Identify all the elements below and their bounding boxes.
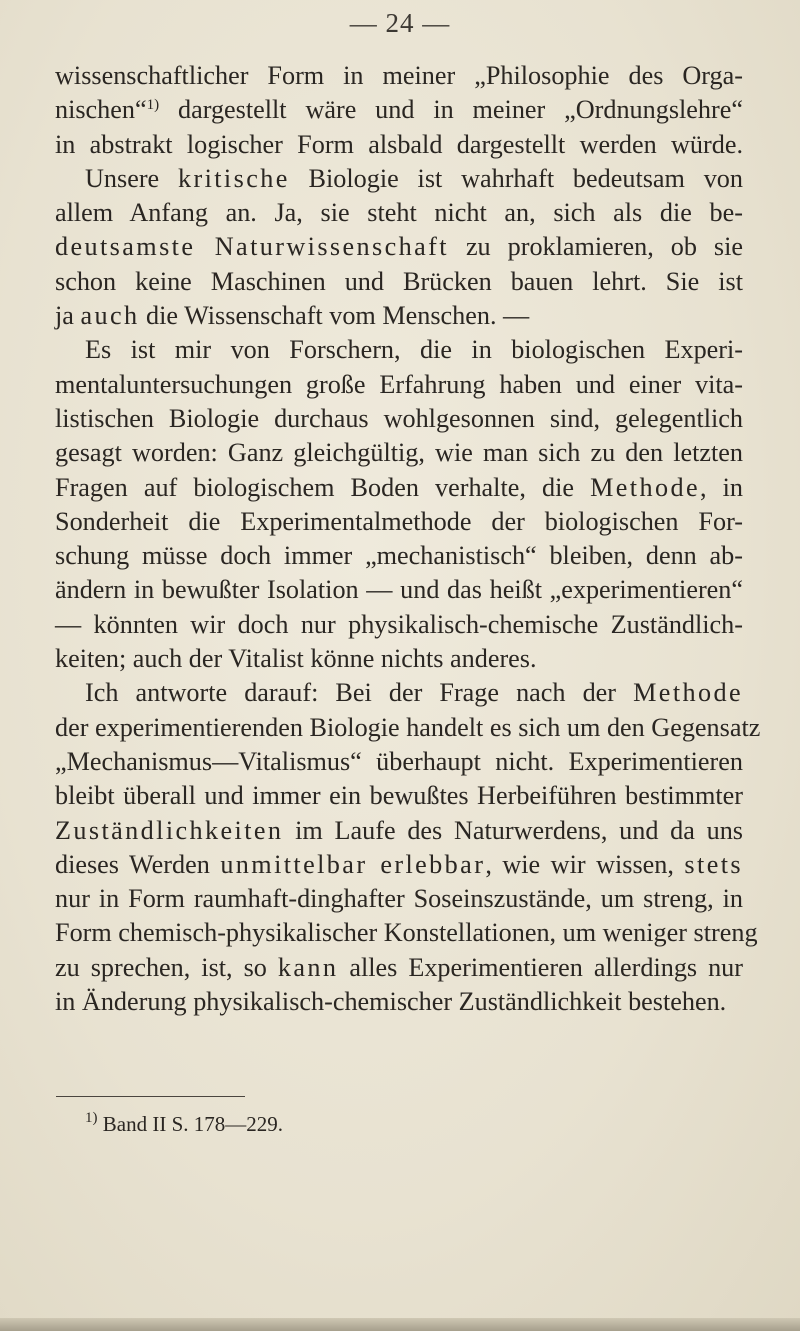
page-number: — 24 — (349, 8, 451, 38)
footnote (85, 1111, 283, 1137)
footnote-marker: 1) (85, 1110, 98, 1126)
text-line: listischen Biologie durchaus wohlgesonnen sind, gelegentlich (55, 403, 743, 433)
text-line: in Änderung physikalisch-chemischer Zuständlichkeit bestehen. (55, 987, 727, 1017)
text-line: gesagt worden: Ganz gleichgültig, wie man sich zu den letzten (55, 438, 743, 468)
emphasis: Zuständlichkeiten (55, 815, 284, 845)
text-line: dieses Werden unmittelbar erlebbar, wie wir wissen, stets (55, 849, 743, 879)
text-line: zu sprechen, ist, so kann alles Experimentieren allerdings nur (55, 952, 743, 982)
text-line: in abstrakt logischer Form alsbald dargestellt werden würde. (55, 129, 743, 159)
text-line: Sonderheit die Experimentalmethode der biologischen For- (55, 506, 743, 536)
text-line: „Mechanismus—Vitalismus“ überhaupt nicht. Experimentieren (55, 746, 743, 776)
text-line: ändern in bewußter Isolation — und das heißt „experimentieren“ (55, 575, 743, 605)
emphasis: Methode (633, 678, 743, 708)
text-line: Form chemisch-physikalischer Konstellationen, um weniger streng (55, 918, 758, 948)
page-edge-shadow (0, 1318, 800, 1331)
emphasis: deutsamste Naturwissenschaft (55, 232, 449, 262)
footnote-text: Band II S. 178—229. (102, 1112, 283, 1136)
text-line: Ich antworte darauf: Bei der Frage nach der Methode (85, 678, 743, 708)
text-line: Zuständlichkeiten im Laufe des Naturwerdens, und da uns (55, 815, 743, 845)
text-line: wissenschaftlicher Form in meiner „Philosophie des Orga- (55, 61, 743, 90)
emphasis: unmittelbar erlebbar (220, 849, 486, 879)
emphasis: Methode (590, 472, 700, 502)
text-line: keiten; auch der Vitalist könne nichts anderes. (55, 644, 537, 674)
emphasis: stets (684, 849, 743, 879)
emphasis: kritische (177, 163, 290, 193)
text-line: deutsamste Naturwissenschaft zu proklamieren, ob sie (55, 232, 743, 262)
emphasis: kann (277, 952, 339, 982)
text-line: nischen“$^{1)}$ dargestellt wäre und in meiner „Ordnungslehre“ (55, 95, 743, 125)
text-line: Unsere kritische Biologie ist wahrhaft bedeutsam von (85, 163, 743, 193)
text-line: der experimentierenden Biologie handelt es sich um den Gegensatz (55, 712, 761, 742)
footnote-reference: 1) (146, 97, 160, 114)
text-line: nur in Form raumhaft-dinghafter Soseinszustände, um streng, in (55, 884, 743, 914)
text-line: allem Anfang an. Ja, sie steht nicht an, sich als die be- (55, 198, 743, 228)
footnote-divider (56, 1096, 245, 1097)
text-line: schon keine Maschinen und Brücken bauen lehrt. Sie ist (55, 266, 743, 296)
text-line: schung müsse doch immer „mechanistisch“ bleiben, denn ab- (55, 541, 743, 571)
text-line: ja auch die Wissenschaft vom Menschen. — (55, 301, 530, 331)
emphasis: auch (80, 301, 140, 331)
body-text (55, 59, 761, 1019)
text-line: — könnten wir doch nur physikalisch-chemische Zuständlich- (55, 609, 743, 639)
text-line: mentaluntersuchungen große Erfahrung haben und einer vita- (55, 369, 743, 399)
text-line: Fragen auf biologischem Boden verhalte, die Methode, in (55, 472, 743, 502)
text-line: Es ist mir von Forschern, die in biologischen Experi- (85, 335, 743, 365)
text-line: bleibt überall und immer ein bewußtes Herbeiführen bestimmter (55, 781, 743, 811)
